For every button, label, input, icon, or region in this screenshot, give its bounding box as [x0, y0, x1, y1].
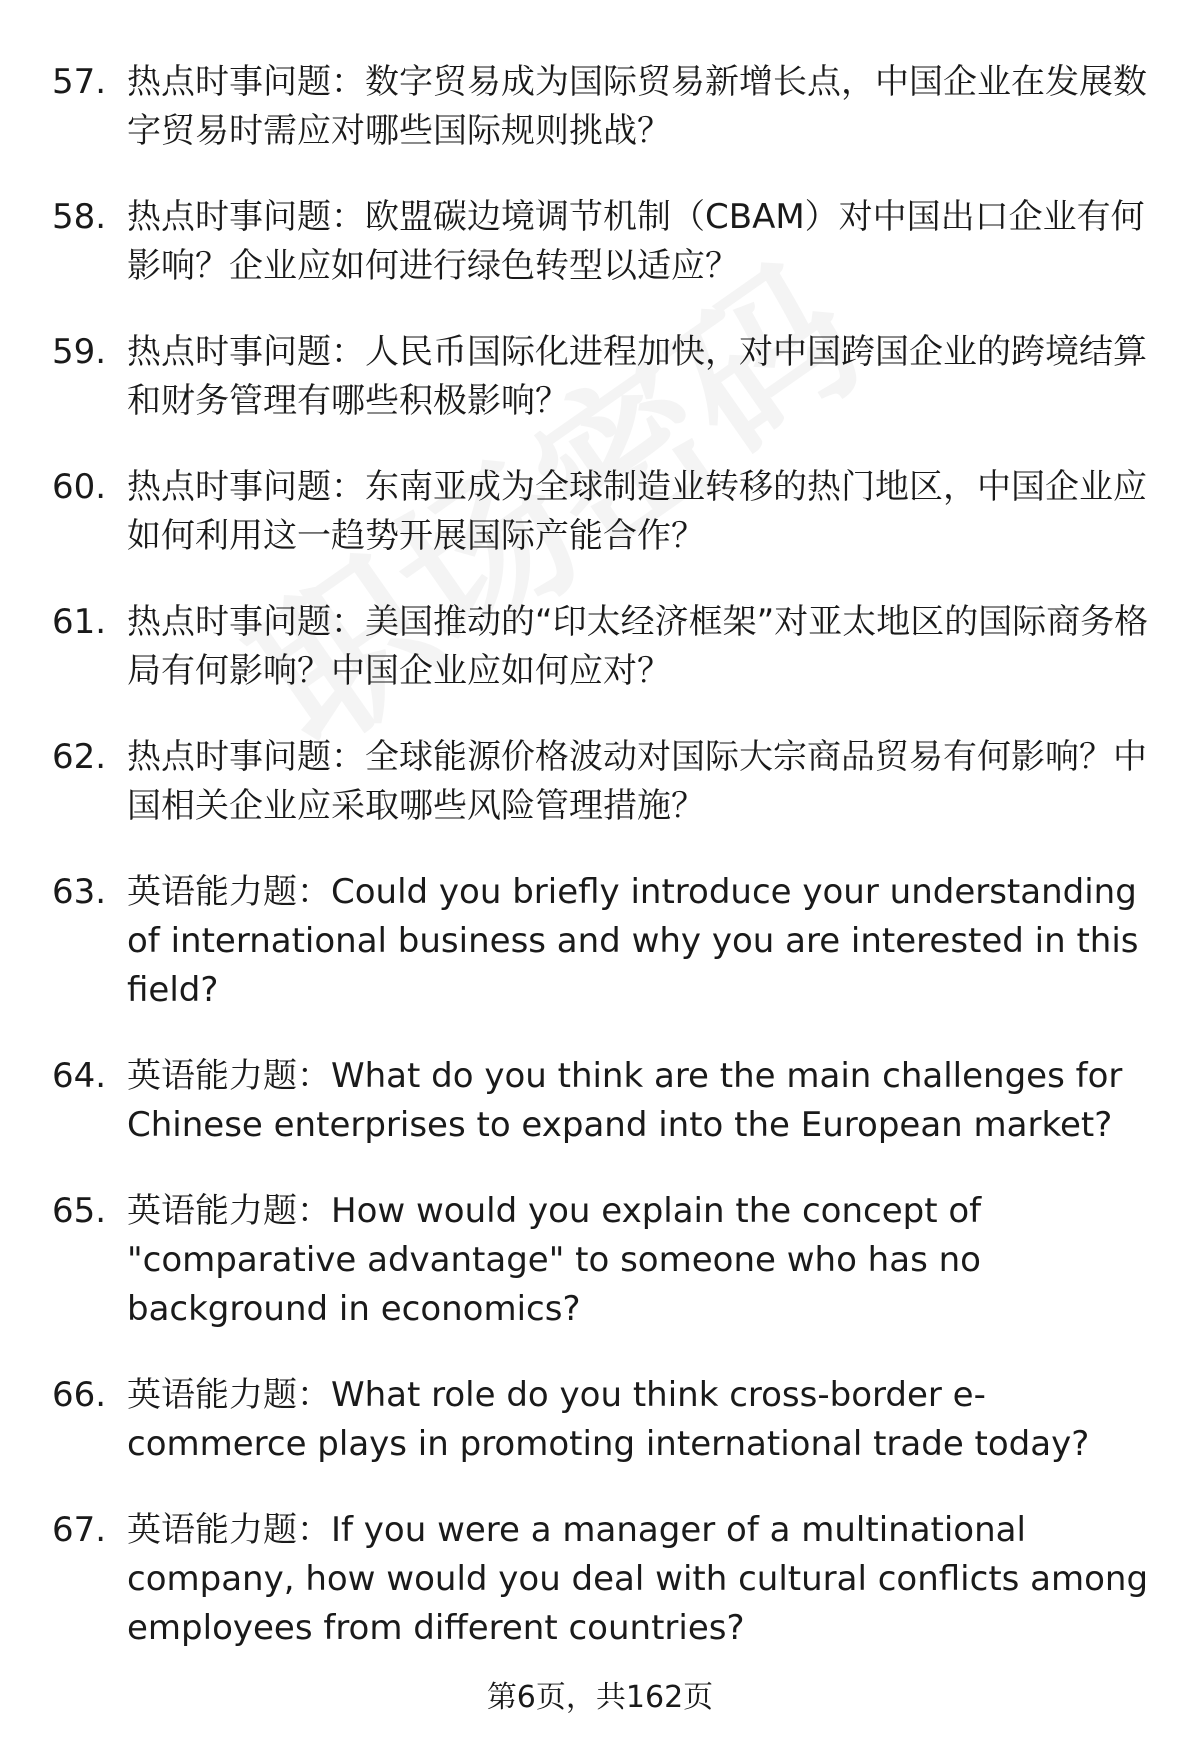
page-number-footer: 第6页，共162页 — [486, 1680, 714, 1715]
list-item — [52, 193, 1152, 291]
question-text: 热点时事问题：东南亚成为全球制造业转移的热门地区，中国企业应如何利用这一趋势开展国际产能合作？ — [127, 467, 1147, 556]
question-number: 61. — [52, 602, 107, 642]
question-text: 热点时事问题：数字贸易成为国际贸易新增长点，中国企业在发展数字贸易时需应对哪些国际规则挑战？ — [127, 62, 1147, 151]
question-text: 热点时事问题：美国推动的“印太经济框架”对亚太地区的国际商务格局有何影响？中国企业应如何应对？ — [127, 602, 1149, 691]
question-text: 热点时事问题：人民币国际化进程加快，对中国跨国企业的跨境结算和财务管理有哪些积极影响？ — [127, 332, 1147, 421]
question-number: 59. — [52, 332, 107, 372]
question-number: 58. — [52, 197, 107, 237]
question-text: 热点时事问题：全球能源价格波动对国际大宗商品贸易有何影响？中国相关企业应采取哪些风险管理措施？ — [127, 737, 1147, 826]
question-number: 60. — [52, 467, 107, 507]
question-number: 64. — [52, 1056, 107, 1096]
question-number: 66. — [52, 1375, 107, 1415]
list-item — [52, 598, 1152, 696]
question-number: 62. — [52, 737, 107, 777]
question-list — [52, 58, 1152, 1690]
question-number: 65. — [52, 1191, 107, 1231]
question-number: 67. — [52, 1510, 107, 1550]
question-number: 63. — [52, 872, 107, 912]
question-text: 英语能力题：How would you explain the concept of "comparative advantage" to someone who has no background in economics? — [127, 1191, 982, 1329]
list-item — [52, 1506, 1152, 1653]
list-item — [52, 58, 1152, 156]
question-text: 热点时事问题：欧盟碳边境调节机制（CBAM）对中国出口企业有何影响？企业应如何进行绿色转型以适应？ — [127, 197, 1145, 286]
list-item — [52, 1371, 1152, 1469]
question-text: 英语能力题：What role do you think cross-border e-commerce plays in promoting international trade today? — [127, 1375, 1090, 1464]
question-text: 英语能力题：What do you think are the main challenges for Chinese enterprises to expand into the European market? — [127, 1056, 1123, 1145]
question-number: 57. — [52, 62, 107, 102]
list-item — [52, 1187, 1152, 1334]
question-text: 英语能力题：If you were a manager of a multinational company, how would you deal with cultural conflicts among employees from different countries? — [127, 1510, 1149, 1648]
question-text: 英语能力题：Could you briefly introduce your understanding of international business and why you are interested in this field? — [127, 872, 1139, 1010]
list-item — [52, 463, 1152, 561]
list-item — [52, 328, 1152, 426]
list-item — [52, 733, 1152, 831]
list-item — [52, 1052, 1152, 1150]
list-item — [52, 868, 1152, 1015]
